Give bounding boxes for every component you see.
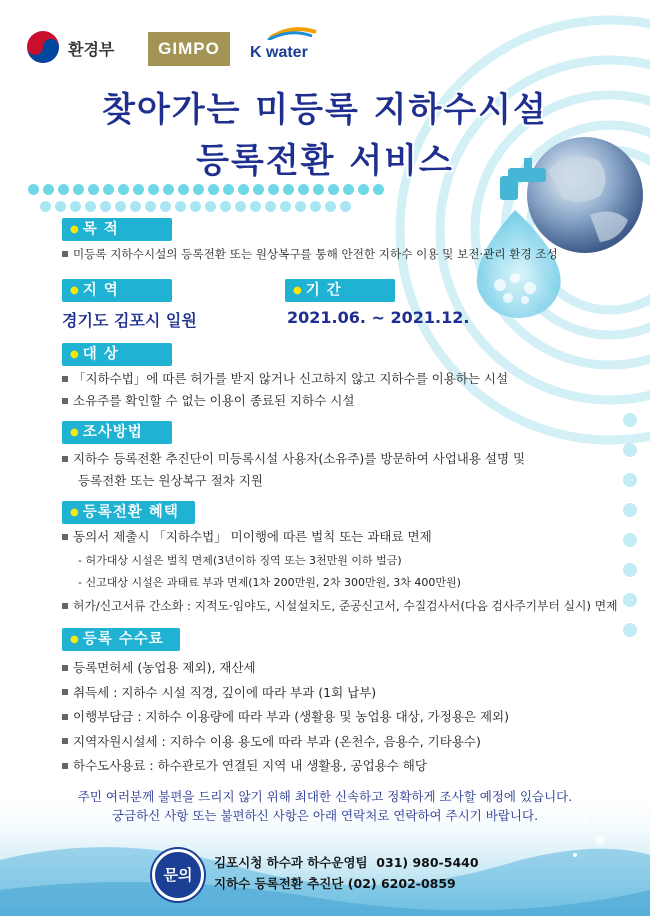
benefit-sub1: - 허가대상 시설은 벌칙 면제(3년이하 징역 또는 3천만원 이하 벌금) [78, 554, 402, 567]
decorative-dots-row2 [40, 197, 380, 216]
section-fee-heading: 등록 수수료 [82, 631, 164, 648]
fee-list [62, 656, 642, 779]
gimpo-logo [148, 32, 230, 66]
list-item: 소유주를 확인할 수 없는 이용이 종료된 지하수 시설 [62, 390, 632, 412]
benefit-item1-text: 동의서 제출시 「지하수법」 미이행에 따른 벌칙 또는 과태료 면제 [73, 529, 432, 544]
benefit-item2 [62, 595, 647, 617]
taegeuk-icon [26, 30, 60, 64]
moe-logo [26, 26, 146, 70]
section-purpose: ● 목 적 [62, 218, 172, 241]
method-line1: 지하수 등록전환 추진단이 미등록시설 사용자(소유주)를 방문하여 사업내용 설명 및 [73, 451, 526, 466]
section-period-heading: 기 간 [305, 282, 342, 299]
method-line2: 등록전환 또는 원상복구 절차 지원 [78, 473, 263, 488]
contact-badge-label: 문의 [163, 866, 193, 884]
contact-line2: 지하수 등록전환 추진단 (02) 6202-0859 [214, 876, 456, 891]
section-target-heading: 대 상 [82, 346, 119, 363]
bullet-icon [62, 251, 68, 257]
target-list [62, 368, 632, 412]
benefit-item2-text: 허가/신고서류 간소화 : 지적도·임야도, 시설설치도, 준공신고서, 수질검사서(다음 검사주기부터 실시) 면제 [73, 599, 618, 613]
list-item: 이행부담금 : 지하수 이용량에 따라 부과 (생활용 및 농업용 대상, 가정용은 제외) [62, 705, 642, 730]
method-text [62, 448, 632, 492]
kwater-logo-text: K water [250, 44, 308, 61]
contact-badge [152, 849, 204, 901]
purpose-text-value: 미등록 지하수시설의 등록전환 또는 원상복구를 통해 안전한 지하수 이용 및 보전·관리 환경 조성 [73, 247, 558, 261]
section-benefit-heading: 등록전환 혜택 [82, 504, 179, 521]
kwater-logo [250, 26, 320, 70]
notice-line1: 주민 여러분께 불편을 드리지 않기 위해 최대한 신속하고 정확하게 조사할 예정에 있습니다. [77, 789, 573, 804]
list-item: 지역자원시설세 : 지하수 이용 용도에 따라 부과 (온천수, 음용수, 기타용수) [62, 730, 642, 755]
benefit-sub2: - 신고대상 시설은 과태료 부과 면제(1차 200만원, 2차 300만원, 3차 400만원) [78, 576, 461, 589]
section-method: ● 조사방법 [62, 421, 172, 444]
section-region: ● 지 역 [62, 279, 172, 302]
purpose-text [62, 243, 632, 265]
section-benefit: ● 등록전환 혜택 [62, 501, 195, 524]
list-item: 등록면허세 (농업용 제외), 재산세 [62, 656, 642, 681]
section-method-heading: 조사방법 [82, 424, 143, 441]
gimpo-logo-text: GIMPO [158, 39, 220, 58]
benefit-item1 [62, 526, 642, 548]
section-region-heading: 지 역 [82, 282, 119, 299]
section-purpose-heading: 목 적 [82, 221, 119, 238]
section-period: ● 기 간 [285, 279, 395, 302]
period-value: 2021.06. ~ 2021.12. [287, 308, 470, 327]
page-title-line2: 등록전환 서비스 [196, 141, 454, 181]
region-value: 경기도 김포시 일원 [62, 311, 197, 330]
notice-line2: 궁금하신 사항 또는 불편하신 사항은 아래 연락처로 연락하여 주시기 바랍니다. [111, 808, 539, 823]
page-title-line1: 찾아가는 미등록 지하수시설 [102, 90, 548, 130]
section-fee: ● 등록 수수료 [62, 628, 180, 651]
list-item: 하수도사용료 : 하수관로가 연결된 지역 내 생활용, 공업용수 해당 [62, 754, 642, 779]
section-target: ● 대 상 [62, 343, 172, 366]
contact-line1: 김포시청 하수과 하수운영팀 031) 980-5440 [214, 855, 479, 870]
kwater-wave-icon [250, 26, 320, 40]
moe-logo-text: 환경부 [68, 42, 115, 59]
list-item: 취득세 : 지하수 시설 직경, 깊이에 따라 부과 (1회 납부) [62, 681, 642, 706]
list-item: 「지하수법」에 따른 허가를 받지 않거나 신고하지 않고 지하수를 이용하는 시설 [62, 368, 632, 390]
